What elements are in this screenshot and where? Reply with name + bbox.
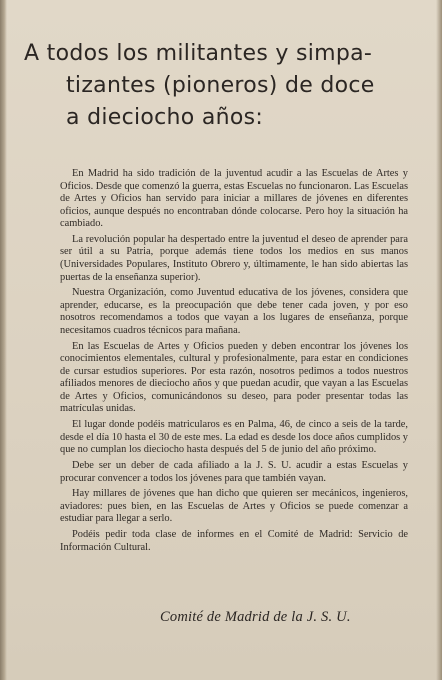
title-line-1: A todos los militantes y simpa- bbox=[24, 41, 373, 66]
document-body bbox=[60, 168, 408, 557]
body-paragraph: La revolución popular ha despertado entre la juventud el deseo de aprender para ser útil a su Patria, porque además tiene todos los medios en sus manos (Universidades Populares, Instituto Obrero y, últimamente, le han sido abiertas las puertas de la enseñanza superior). bbox=[60, 233, 408, 283]
signature: Comité de Madrid de la J. S. U. bbox=[160, 609, 351, 625]
body-paragraph: En las Escuelas de Artes y Oficios pueden y deben encontrar los jóvenes los conocimientos elementales, cultural y profesionalmente, para estar en condiciones de cursar estudios superiores. Por esta razón, nosotros pedimos a todos nuestros afiliados menores de dieciocho años y que puedan acudir, que vayan a las Escuelas de Artes y Oficios, comunicándonos su deseo, para poder presentar todas las matrículas unidas. bbox=[60, 340, 408, 415]
title-line-2: tizantes (pioneros) de doce bbox=[66, 73, 375, 98]
body-paragraph: Debe ser un deber de cada afiliado a la J. S. U. acudir a estas Escuelas y procurar convencer a todos los jóvenes para que también vayan. bbox=[60, 459, 408, 484]
body-paragraph: Podéis pedir toda clase de informes en el Comité de Madrid: Servicio de Información Cultural. bbox=[60, 529, 408, 553]
body-paragraph: El lugar donde podéis matricularos es en Palma, 46, de cinco a seis de la tarde, desde el día 10 hasta el 30 de este mes. La edad es desde los doce años cumplidos y que no cumplan los dieciocho hasta después del 5 de junio del año próximo. bbox=[60, 419, 408, 456]
page-edge-left bbox=[0, 0, 7, 680]
page-edge-right bbox=[436, 0, 442, 680]
body-paragraph: En Madrid ha sido tradición de la juventud acudir a las Escuelas de Artes y Oficios. Desde que comenzó la guerra, estas Escuelas no funcionaron. Las Escuelas de Artes y Oficios han servido para iniciar a millares de jóvenes en diferentes oficios, aunque después no encontraban dónde colocarse. Pero hoy la situación ha cambiado. bbox=[60, 168, 408, 230]
body-paragraph: Nuestra Organización, como Juventud educativa de los jóvenes, considera que aprender, educarse, es la preocupación que debe tener cada joven, y por eso nosotros recomendamos a todos que vayan a los lugares de enseñanza, porque necesitamos cuadros técnicos para mañana. bbox=[60, 287, 408, 336]
document-title bbox=[24, 38, 424, 134]
body-paragraph: Hay millares de jóvenes que han dicho que quieren ser mecánicos, ingenieros, aviadores: pues bien, en las Escuelas de Artes y Oficios se puede comenzar a estudiar para llegar a serlo. bbox=[60, 488, 408, 525]
title-line-3: a dieciocho años: bbox=[66, 105, 264, 130]
